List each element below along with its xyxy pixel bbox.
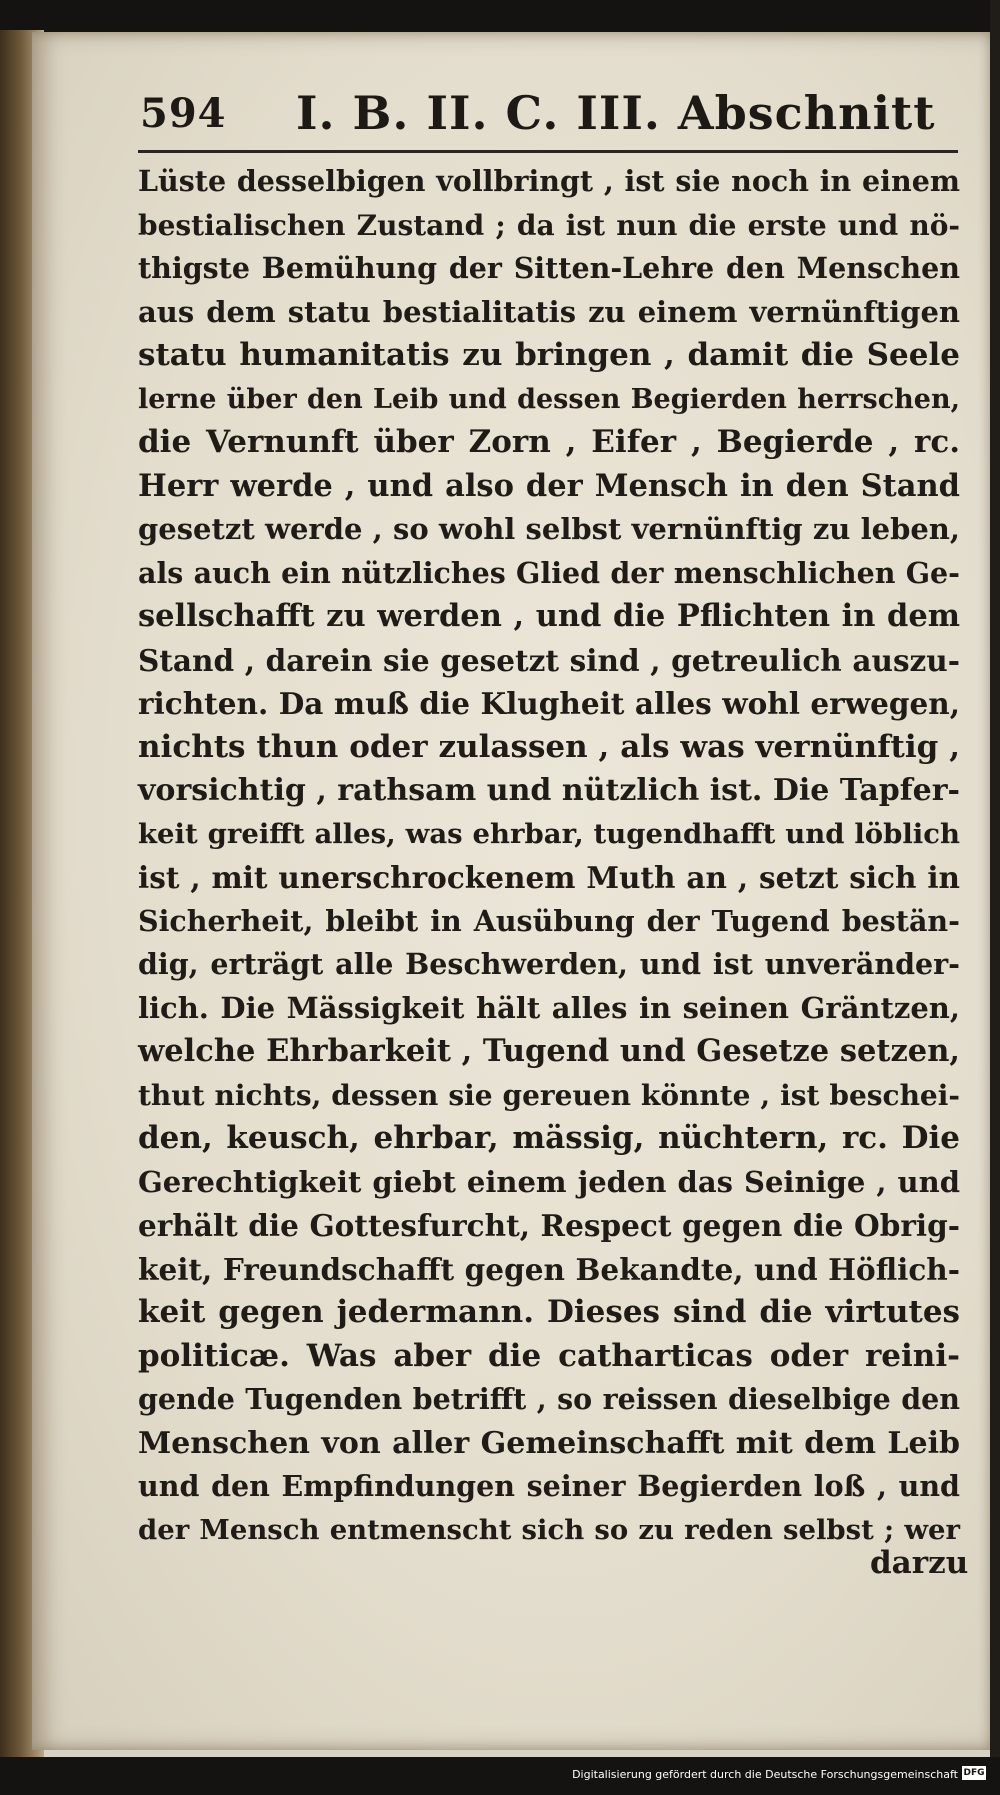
- body-text: [138, 160, 960, 1552]
- text-line: als auch ein nützliches Glied der menschlichen Ge-: [138, 555, 960, 590]
- text-line: gende Tugenden betrifft , so reissen dieselbige den: [138, 1382, 960, 1416]
- text-line: lich. Die Mässigkeit hält alles in seinen Gräntzen,: [138, 990, 960, 1025]
- dfg-logo: DFG: [963, 1768, 985, 1778]
- text-line: der Mensch entmenscht sich so zu reden selbst ; wer: [138, 1513, 960, 1546]
- text-line: thut nichts, dessen sie gereuen könnte , ist beschei-: [138, 1078, 960, 1112]
- text-line: Herr werde , und also der Mensch in den Stand: [138, 467, 960, 504]
- page-number: 594: [140, 90, 227, 137]
- text-line: lerne über den Leib und dessen Begierden herrschen,: [138, 383, 960, 415]
- text-line: Sicherheit, bleibt in Ausübung der Tugend bestän-: [138, 903, 960, 938]
- text-line: keit gegen jedermann. Dieses sind die virtutes: [138, 1294, 960, 1330]
- running-head: I. B. II. C. III. Abschnitt: [296, 86, 936, 140]
- text-line: sellschafft zu werden , und die Pflichten in dem: [138, 598, 960, 634]
- text-line: ist , mit unerschrockenem Muth an , setzt sich in: [138, 860, 960, 895]
- text-line: und den Empfindungen seiner Begierden loß , und: [138, 1469, 960, 1503]
- text-line: keit, Freundschafft gegen Bekandte, und Höflich-: [138, 1251, 960, 1287]
- digitization-credit: Digitalisierung gefördert durch die Deutsche Forschungsgemeinschaft: [572, 1768, 958, 1781]
- text-line: vorsichtig , rathsam und nützlich ist. Die Tapfer-: [138, 773, 960, 808]
- text-line: politicæ. Was aber die catharticas oder reini-: [138, 1337, 960, 1374]
- text-line: aus dem statu bestialitatis zu einem vernünftigen: [138, 294, 960, 329]
- text-line: die Vernunft über Zorn , Eifer , Begierde , rc.: [138, 424, 960, 460]
- text-line: statu humanitatis zu bringen , damit die Seele: [138, 337, 960, 373]
- text-line: erhält die Gottesfurcht, Respect gegen die Obrig-: [138, 1208, 960, 1243]
- text-line: Stand , darein sie gesetzt sind , getreulich auszu-: [138, 642, 960, 678]
- text-line: Gerechtigkeit giebt einem jeden das Seinige , und: [138, 1164, 960, 1199]
- scan-border-right: [990, 0, 1000, 1795]
- text-line: nichts thun oder zulassen , als was vernünftig ,: [138, 728, 960, 765]
- text-line: den, keusch, ehrbar, mässig, nüchtern, rc. Die: [138, 1120, 960, 1156]
- text-line: welche Ehrbarkeit , Tugend und Gesetze setzen,: [138, 1033, 960, 1069]
- text-line: keit greifft alles, was ehrbar, tugendhafft und löblich: [138, 817, 960, 850]
- text-line: richten. Da muß die Klugheit alles wohl erwegen,: [138, 686, 960, 721]
- text-line: Menschen von aller Gemeinschafft mit dem Leib: [138, 1425, 960, 1461]
- text-line: Lüste desselbigen vollbringt , ist sie noch in einem: [138, 164, 960, 198]
- text-line: thigste Bemühung der Sitten-Lehre den Menschen: [138, 251, 960, 285]
- page-header: [106, 82, 956, 142]
- text-line: bestialischen Zustand ; da ist nun die erste und nö-: [138, 208, 960, 242]
- text-line: gesetzt werde , so wohl selbst vernünftig zu leben,: [138, 512, 960, 546]
- header-rule: [138, 150, 958, 153]
- catchword: darzu: [870, 1545, 969, 1581]
- text-line: dig, erträgt alle Beschwerden, und ist unveränder-: [138, 947, 960, 981]
